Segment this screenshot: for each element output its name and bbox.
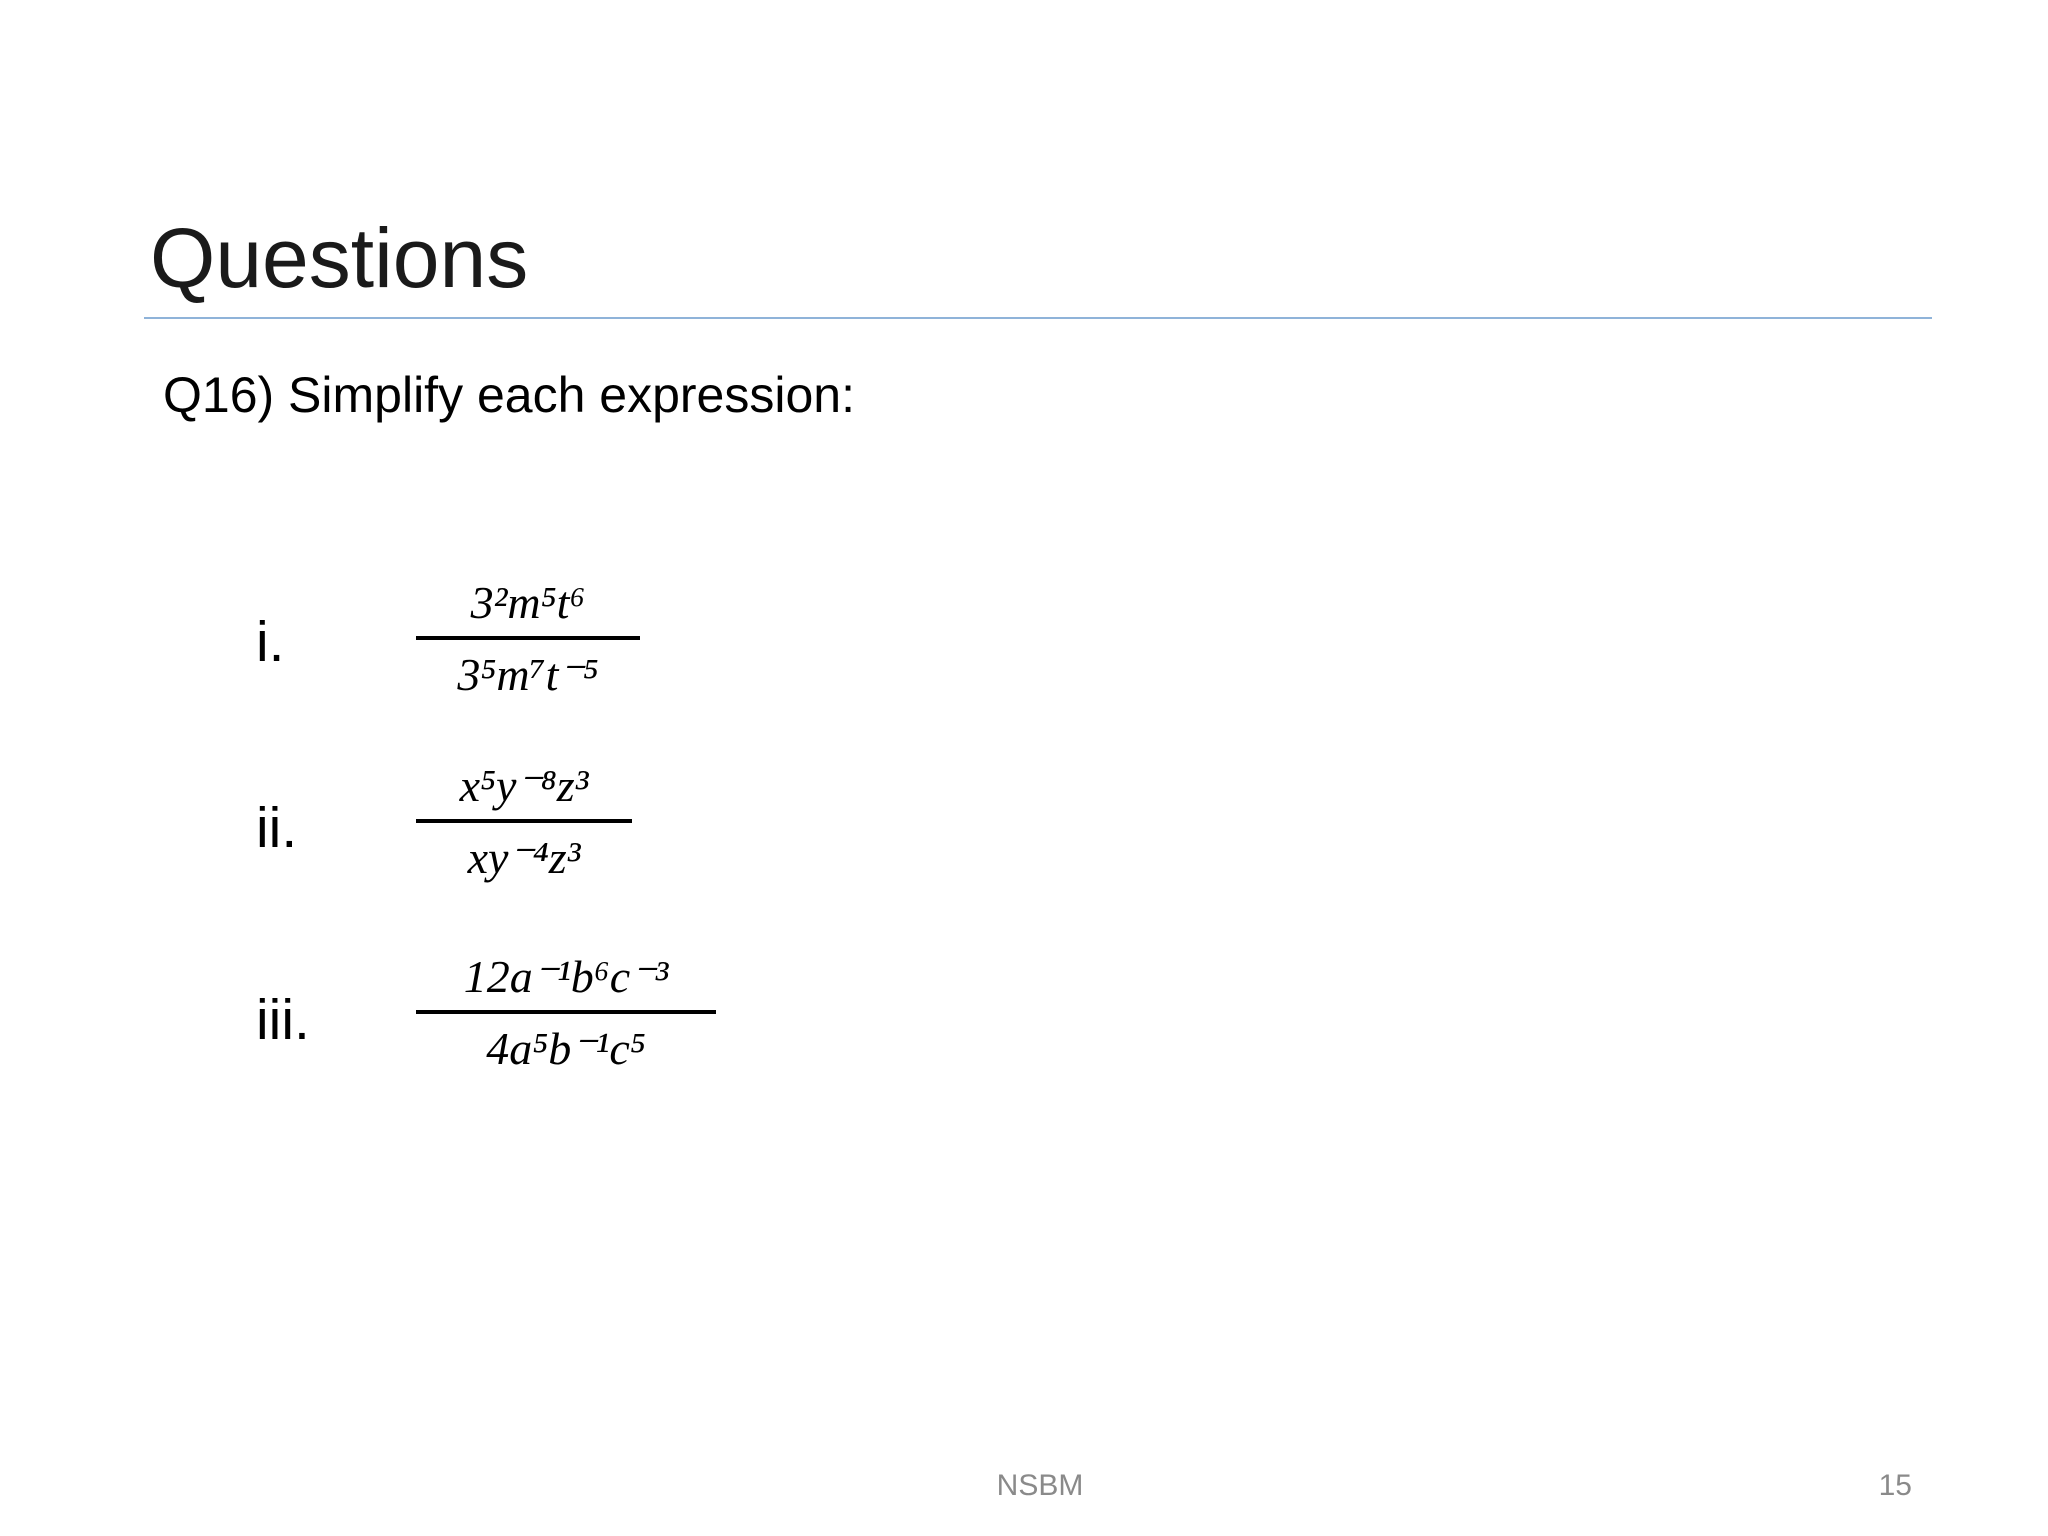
question-text: Q16) Simplify each expression:: [163, 367, 855, 423]
fraction-numerator: 12a⁻¹b⁶c⁻³: [463, 951, 669, 1002]
item-numeral: ii.: [256, 796, 298, 860]
item-numeral: iii.: [256, 988, 310, 1052]
fraction-denominator: 3⁵m⁷t⁻⁵: [457, 649, 599, 700]
fraction: [416, 948, 716, 1078]
fraction-denominator: 4a⁵b⁻¹c⁵: [486, 1023, 646, 1074]
fraction-numerator: x⁵y⁻⁸z³: [459, 760, 589, 811]
fraction-bar: [416, 636, 640, 640]
title-divider: [144, 317, 1932, 319]
fraction: [416, 757, 632, 887]
fraction-bar: [416, 1010, 716, 1014]
fraction-denominator: xy⁻⁴z³: [467, 832, 581, 883]
fraction-numerator: 3²m⁵t⁶: [470, 577, 586, 628]
footer-label: NSBM: [996, 1469, 1084, 1502]
slide-number: 15: [1878, 1469, 1912, 1502]
fraction: [416, 574, 640, 704]
slide-title: Questions: [150, 211, 529, 305]
fraction-bar: [416, 819, 632, 823]
item-numeral: i.: [256, 610, 285, 674]
